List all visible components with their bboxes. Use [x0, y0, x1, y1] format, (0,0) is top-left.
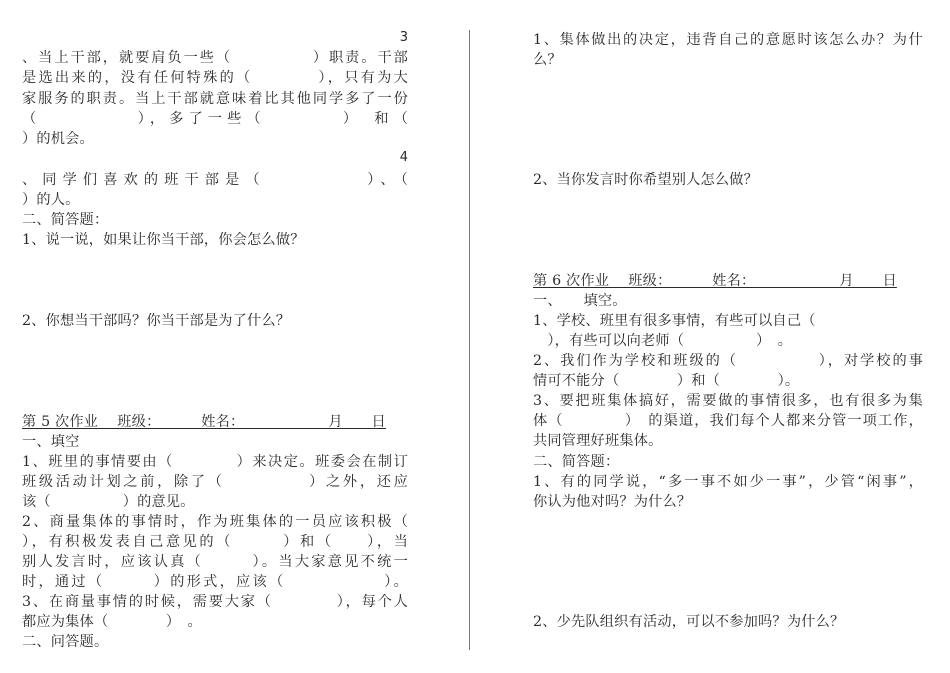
text-line: 是选出来的，没有任何特殊的（ ），只有为大 [22, 70, 408, 86]
text-line: 3、在商量事情的时候，需要大家（ ），每个人 [22, 594, 408, 610]
text-line: 1、学校、班里有很多事情，有些可以自己（ [533, 313, 816, 329]
question-text: 1、集体做出的决定，违背自己的意愿时该怎么办？为什 [533, 32, 923, 48]
column-divider [469, 30, 470, 650]
text-line: 、当上干部，就要肩负一些（ ）职责。干部 [22, 50, 408, 66]
question-text: 你认为他对吗？为什么？ [533, 494, 692, 510]
text-line: 1、班里的事情要由（ ）来决定。班委会在制订 [22, 454, 408, 470]
homework-6-header: 第 6 次作业 班级： 姓名： 月 日 [533, 273, 897, 289]
text-line: 2、我们作为学校和班级的（ ），对学校的事 [533, 353, 923, 369]
text-line: 、同学们喜欢的班干部是（ ）、（ [22, 172, 408, 188]
text-line: （ ），多了一些（ ） 和（ [22, 111, 408, 127]
homework-5-header: 第 5 次作业 班级： 姓名： 月 日 [22, 414, 386, 430]
text-line: ）的人。 [22, 192, 80, 208]
section-heading: 二、简答题： [22, 212, 109, 228]
text-line: ），有积极发表自己意见的（ ）和（ ），当 [22, 534, 408, 550]
text-line: 体（ ） 的渠道，我们每个人都来分管一项工作， [533, 413, 923, 429]
question-text: 么？ [533, 52, 562, 68]
question-number-4: 4 [399, 150, 408, 165]
text-line: ）的机会。 [22, 131, 94, 147]
text-line: 家服务的职责。当上干部就意味着比其他同学多了一份 [22, 91, 408, 107]
section-heading: 二、简答题： [533, 454, 620, 470]
text-line: 该（ ）的意见。 [22, 494, 195, 510]
question-number-3: 3 [399, 30, 408, 45]
text-line: 班级活动计划之前，除了（ ）之外，还应 [22, 474, 408, 490]
text-line: 3、要把班集体搞好，需要做的事情很多，也有很多为集 [533, 393, 923, 409]
text-line: 情可不能分（ ）和（ ）。 [533, 373, 800, 389]
question-text: 2、你想当干部吗？你当干部是为了什么？ [22, 313, 291, 329]
question-text: 1、有的同学说，“多一事不如少一事”，少管“闲事”， [533, 474, 923, 490]
text-line: 都应为集体（ ） 。 [22, 614, 202, 630]
question-text: 1、说一说，如果让你当干部，你会怎么做？ [22, 232, 305, 248]
question-text: 2、少先队组织有活动，可以不参加吗？为什么？ [533, 614, 845, 630]
section-heading: 一、填空 [22, 434, 80, 450]
section-heading: 一、 填空。 [533, 293, 627, 309]
question-text: 2、当你发言时你希望别人怎么做？ [533, 172, 759, 188]
text-line: 2、商量集体的事情时，作为班集体的一员应该积极（ [22, 514, 408, 530]
text-line: 时，通过（ ）的形式，应该（ ）。 [22, 574, 408, 590]
section-heading: 二、问答题。 [22, 634, 109, 650]
text-line: 别人发言时，应该认真（ ）。当大家意见不统一 [22, 554, 408, 570]
text-line: ），有些可以向老师（ ） 。 [533, 333, 793, 349]
text-line: 共同管理好班集体。 [533, 433, 663, 449]
